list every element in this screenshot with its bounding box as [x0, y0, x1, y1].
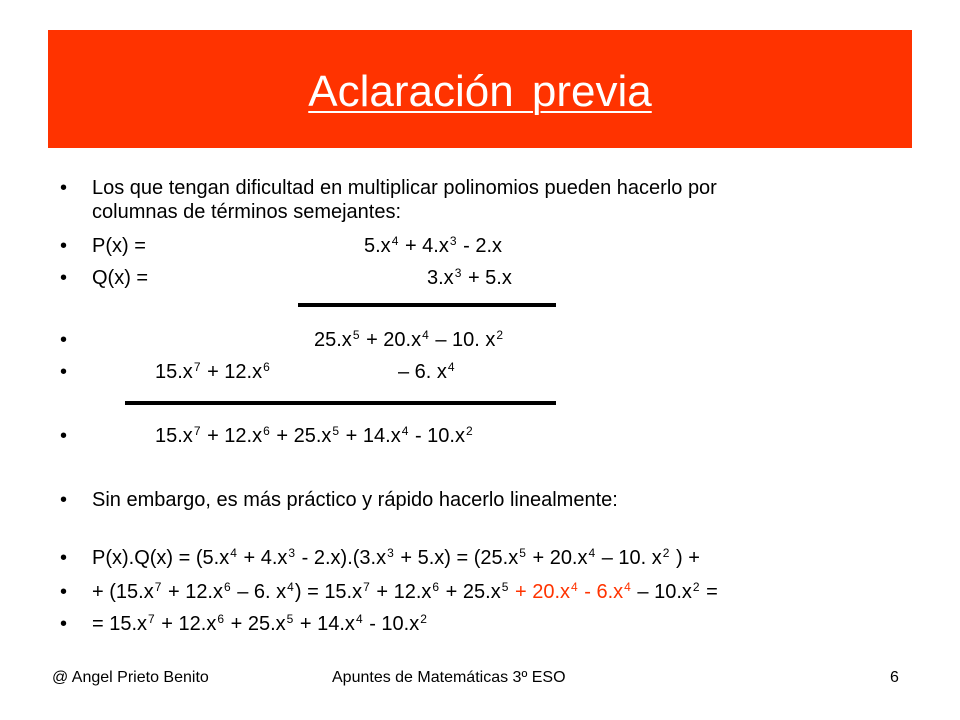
bullet-mark: • [60, 613, 68, 635]
partial-product-2-right: – 6. $x^4$ [398, 360, 455, 383]
linear-expression-3: = $15.x^7 + 12.x^6 + 25.x^5 + 14.x^4 - 10.x^2$ [92, 612, 427, 635]
p-terms: $5.x^4 + 4.x^3 - 2.x$ [364, 234, 503, 257]
footer-page-number: 6 [890, 669, 899, 686]
bullet-mark: • [60, 267, 68, 289]
multiplication-rule-2 [125, 401, 556, 405]
linear-expression-2: + ($15.x^7 + 12.x^6 - 6$. $x^4) = 15.x^7 + 12.x^6 + 25.x^5 + 20.x^4 - 6.x^4 - 10.x^2$ = [92, 580, 718, 603]
bullet-mark: • [60, 177, 68, 199]
multiplication-rule-1 [298, 303, 556, 307]
slide-title: Aclaración previa [308, 67, 652, 116]
highlighted-like-terms: + $20.x^4 - 6.x^4$ [514, 580, 631, 603]
footer-course: Apuntes de Matemáticas 3º ESO [332, 669, 566, 686]
intro-line-2: columnas de términos semejantes: [92, 201, 402, 223]
sin-embargo-text: Sin embargo, es más práctico y rápido hacerlo linealmente: [92, 489, 618, 511]
bullet-mark: • [60, 329, 68, 351]
bullet-mark: • [60, 235, 68, 257]
partial-product-2-left: $15.x^7 + 12.x^6$ [155, 360, 270, 383]
linear-expression-1: $P(x).Q(x) = (5.x^4 + 4.x^3 - 2.x).(3.x^3 + 5.x) = (25.x^5 + 20.x^4 - 10$. $x^2$ ) + [92, 546, 700, 569]
footer-author: @ Angel Prieto Benito [52, 669, 209, 686]
bullet-mark: • [60, 425, 68, 447]
bullet-mark: • [60, 581, 68, 603]
partial-product-1: $25.x^5 + 20.x^4 - 10$. $x^2$ [314, 328, 504, 351]
intro-line-1: Los que tengan dificultad en multiplicar polinomios pueden hacerlo por [92, 177, 717, 199]
bullet-mark: • [60, 547, 68, 569]
q-label: Q(x) = [92, 267, 149, 289]
q-terms: $3.x^3 + 5.x$ [427, 266, 512, 289]
p-label: P(x) = [92, 235, 146, 257]
bullet-mark: • [60, 489, 68, 511]
title-banner [48, 30, 912, 148]
bullet-mark: • [60, 361, 68, 383]
column-sum: $15.x^7 + 12.x^6 + 25.x^5 + 14.x^4 - 10.x^2$ [155, 424, 473, 447]
